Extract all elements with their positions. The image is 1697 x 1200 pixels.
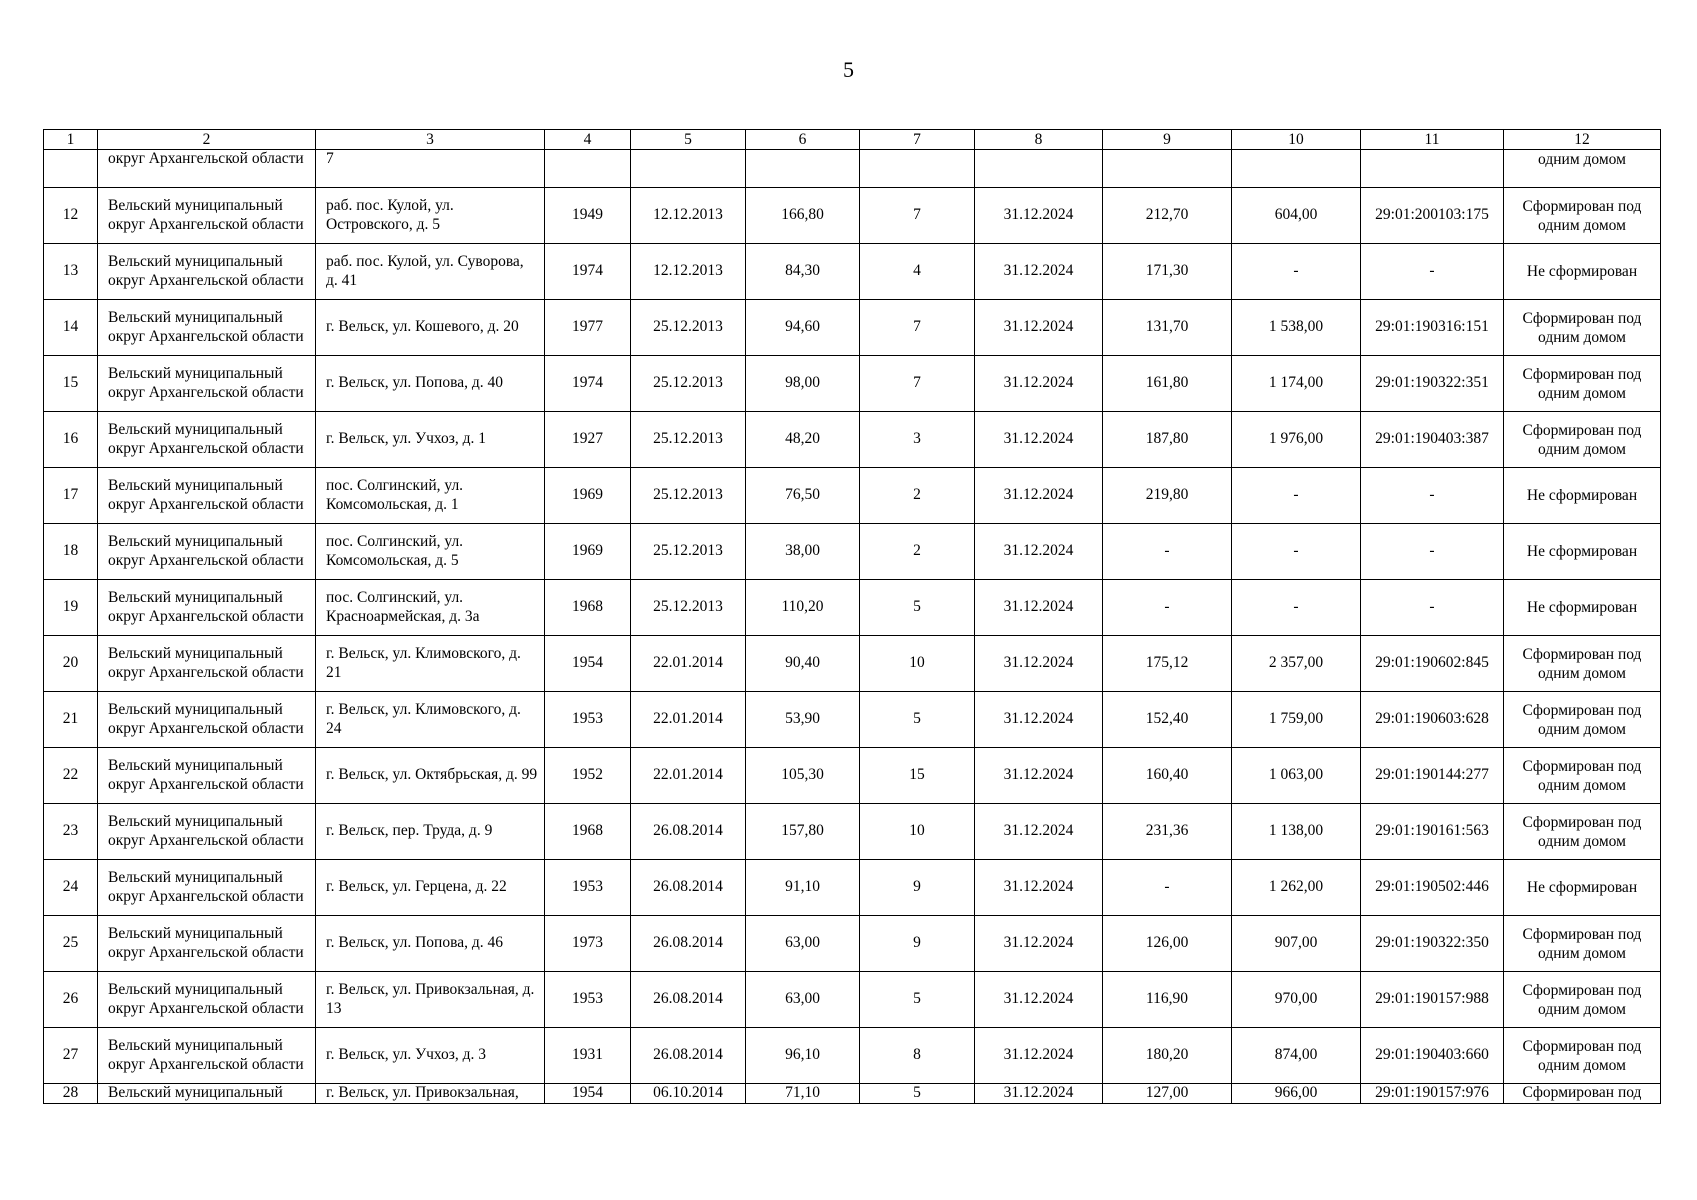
cell-status: Сформирован под одним домом xyxy=(1504,188,1661,244)
cell-date: 25.12.2013 xyxy=(631,468,746,524)
table-row xyxy=(44,188,1661,244)
column-header: 8 xyxy=(975,130,1103,150)
cell-status: Сформирован под одним домом xyxy=(1504,692,1661,748)
cell-number: 16 xyxy=(44,412,98,468)
cell-number: 22 xyxy=(44,748,98,804)
cell-status: Не сформирован xyxy=(1504,244,1661,300)
cell-owner: Вельский муниципальный округ Архангельской области xyxy=(98,524,316,580)
table-row xyxy=(44,636,1661,692)
cell-land: 907,00 xyxy=(1232,916,1361,972)
cell-owner: Вельский муниципальный округ Архангельской области xyxy=(98,916,316,972)
cell-cost: 116,90 xyxy=(1103,972,1232,1028)
cell-status: Сформирован под одним домом xyxy=(1504,300,1661,356)
cell-number: 13 xyxy=(44,244,98,300)
cell-area: 38,00 xyxy=(746,524,860,580)
cell-area: 76,50 xyxy=(746,468,860,524)
cell-deadline: 31.12.2024 xyxy=(975,580,1103,636)
column-header: 4 xyxy=(545,130,631,150)
cell-deadline: 31.12.2024 xyxy=(975,692,1103,748)
cell-cadastral: 29:01:190161:563 xyxy=(1361,804,1504,860)
cell-land: 2 357,00 xyxy=(1232,636,1361,692)
cell-owner: Вельский муниципальный округ Архангельской области xyxy=(98,692,316,748)
cell-deadline: 31.12.2024 xyxy=(975,524,1103,580)
cell-deadline: 31.12.2024 xyxy=(975,972,1103,1028)
cell-date: 25.12.2013 xyxy=(631,580,746,636)
page-number: 5 xyxy=(843,57,854,82)
cell-area: 84,30 xyxy=(746,244,860,300)
cell-cadastral: 29:01:190316:151 xyxy=(1361,300,1504,356)
cell-year: 1954 xyxy=(545,1084,631,1104)
cell-area: 166,80 xyxy=(746,188,860,244)
cell-cost: 187,80 xyxy=(1103,412,1232,468)
cell-cost: 127,00 xyxy=(1103,1084,1232,1104)
cell-residents: 7 xyxy=(860,300,975,356)
cell-area: 48,20 xyxy=(746,412,860,468)
cell-area: 96,10 xyxy=(746,1028,860,1084)
cell-year: 1969 xyxy=(545,524,631,580)
cell-deadline: 31.12.2024 xyxy=(975,860,1103,916)
column-header: 3 xyxy=(316,130,545,150)
cell-date: 25.12.2013 xyxy=(631,356,746,412)
cell-number: 18 xyxy=(44,524,98,580)
table-row xyxy=(44,972,1661,1028)
cell-status: одним домом xyxy=(1504,150,1661,188)
cell-land: - xyxy=(1232,244,1361,300)
cell-area: 94,60 xyxy=(746,300,860,356)
cell-date: 22.01.2014 xyxy=(631,748,746,804)
cell-status: Сформирован под одним домом xyxy=(1504,804,1661,860)
cell-owner: Вельский муниципальный округ Архангельской области xyxy=(98,972,316,1028)
column-header: 7 xyxy=(860,130,975,150)
column-header: 12 xyxy=(1504,130,1661,150)
cell-land: 970,00 xyxy=(1232,972,1361,1028)
cell-land: 1 063,00 xyxy=(1232,748,1361,804)
cell-date: 26.08.2014 xyxy=(631,916,746,972)
cell-cost: - xyxy=(1103,524,1232,580)
cell-owner: Вельский муниципальный округ Архангельской области xyxy=(98,300,316,356)
cell-residents: 5 xyxy=(860,1084,975,1104)
cell-status: Сформирован под одним домом xyxy=(1504,412,1661,468)
column-header: 11 xyxy=(1361,130,1504,150)
cell-year: 1973 xyxy=(545,916,631,972)
cell-land: 1 262,00 xyxy=(1232,860,1361,916)
cell-number: 21 xyxy=(44,692,98,748)
cell-land: - xyxy=(1232,468,1361,524)
cell-residents xyxy=(860,150,975,188)
cell-date: 25.12.2013 xyxy=(631,300,746,356)
cell-cadastral: 29:01:190157:988 xyxy=(1361,972,1504,1028)
table-row xyxy=(44,300,1661,356)
cell-cost: 219,80 xyxy=(1103,468,1232,524)
cell-number: 14 xyxy=(44,300,98,356)
cell-residents: 2 xyxy=(860,468,975,524)
cell-cadastral: - xyxy=(1361,468,1504,524)
cell-cost: 152,40 xyxy=(1103,692,1232,748)
table-row xyxy=(44,524,1661,580)
cell-cadastral: 29:01:190403:387 xyxy=(1361,412,1504,468)
cell-residents: 15 xyxy=(860,748,975,804)
cell-area: 63,00 xyxy=(746,916,860,972)
cell-year: 1953 xyxy=(545,692,631,748)
cell-deadline: 31.12.2024 xyxy=(975,1084,1103,1104)
cell-year: 1954 xyxy=(545,636,631,692)
cell-address: г. Вельск, ул. Учхоз, д. 3 xyxy=(316,1028,545,1084)
cell-address: г. Вельск, ул. Герцена, д. 22 xyxy=(316,860,545,916)
column-header: 1 xyxy=(44,130,98,150)
cell-land: 1 976,00 xyxy=(1232,412,1361,468)
cell-area: 98,00 xyxy=(746,356,860,412)
cell-residents: 5 xyxy=(860,580,975,636)
column-header: 5 xyxy=(631,130,746,150)
cell-area xyxy=(746,150,860,188)
cell-address: пос. Солгинский, ул. Комсомольская, д. 1 xyxy=(316,468,545,524)
cell-cost: 175,12 xyxy=(1103,636,1232,692)
cell-number: 23 xyxy=(44,804,98,860)
cell-address: 7 xyxy=(316,150,545,188)
cell-land: - xyxy=(1232,524,1361,580)
housing-register-table xyxy=(43,129,1661,1104)
cell-address: г. Вельск, ул. Климовского, д. 24 xyxy=(316,692,545,748)
table-row-partial xyxy=(44,1084,1661,1104)
cell-cost: - xyxy=(1103,580,1232,636)
cell-residents: 5 xyxy=(860,972,975,1028)
cell-cadastral: 29:01:200103:175 xyxy=(1361,188,1504,244)
cell-date: 06.10.2014 xyxy=(631,1084,746,1104)
cell-deadline: 31.12.2024 xyxy=(975,804,1103,860)
cell-address: г. Вельск, ул. Учхоз, д. 1 xyxy=(316,412,545,468)
cell-date: 22.01.2014 xyxy=(631,692,746,748)
table-row xyxy=(44,244,1661,300)
cell-area: 90,40 xyxy=(746,636,860,692)
cell-date: 26.08.2014 xyxy=(631,1028,746,1084)
cell-year: 1977 xyxy=(545,300,631,356)
cell-deadline: 31.12.2024 xyxy=(975,748,1103,804)
cell-cost xyxy=(1103,150,1232,188)
cell-number: 19 xyxy=(44,580,98,636)
cell-land: 874,00 xyxy=(1232,1028,1361,1084)
cell-cadastral xyxy=(1361,150,1504,188)
cell-area: 91,10 xyxy=(746,860,860,916)
cell-deadline: 31.12.2024 xyxy=(975,1028,1103,1084)
cell-date: 22.01.2014 xyxy=(631,636,746,692)
table-row xyxy=(44,356,1661,412)
cell-year: 1974 xyxy=(545,356,631,412)
cell-cost: 126,00 xyxy=(1103,916,1232,972)
cell-residents: 7 xyxy=(860,188,975,244)
cell-cost: 231,36 xyxy=(1103,804,1232,860)
table-row xyxy=(44,412,1661,468)
cell-year: 1931 xyxy=(545,1028,631,1084)
cell-number: 12 xyxy=(44,188,98,244)
cell-status: Сформирован под xyxy=(1504,1084,1661,1104)
cell-address: раб. пос. Кулой, ул. Островского, д. 5 xyxy=(316,188,545,244)
cell-residents: 5 xyxy=(860,692,975,748)
cell-address: г. Вельск, ул. Привокзальная, д. 13 xyxy=(316,972,545,1028)
cell-land: 1 538,00 xyxy=(1232,300,1361,356)
cell-owner: округ Архангельской области xyxy=(98,150,316,188)
cell-status: Сформирован под одним домом xyxy=(1504,636,1661,692)
cell-cadastral: - xyxy=(1361,524,1504,580)
cell-area: 157,80 xyxy=(746,804,860,860)
cell-number: 25 xyxy=(44,916,98,972)
cell-cadastral: 29:01:190322:351 xyxy=(1361,356,1504,412)
column-header: 2 xyxy=(98,130,316,150)
cell-status: Не сформирован xyxy=(1504,524,1661,580)
cell-residents: 9 xyxy=(860,860,975,916)
cell-cost: 160,40 xyxy=(1103,748,1232,804)
cell-cadastral: - xyxy=(1361,244,1504,300)
cell-address: г. Вельск, ул. Климовского, д. 21 xyxy=(316,636,545,692)
cell-year: 1968 xyxy=(545,804,631,860)
cell-status: Не сформирован xyxy=(1504,580,1661,636)
cell-owner: Вельский муниципальный округ Архангельской области xyxy=(98,636,316,692)
cell-residents: 10 xyxy=(860,636,975,692)
column-header: 9 xyxy=(1103,130,1232,150)
cell-address: раб. пос. Кулой, ул. Суворова, д. 41 xyxy=(316,244,545,300)
cell-address: г. Вельск, ул. Привокзальная, xyxy=(316,1084,545,1104)
cell-deadline: 31.12.2024 xyxy=(975,244,1103,300)
cell-owner: Вельский муниципальный округ Архангельской области xyxy=(98,580,316,636)
cell-owner: Вельский муниципальный округ Архангельской области xyxy=(98,1028,316,1084)
cell-year: 1968 xyxy=(545,580,631,636)
table-row xyxy=(44,916,1661,972)
cell-area: 105,30 xyxy=(746,748,860,804)
cell-land: - xyxy=(1232,580,1361,636)
column-header: 6 xyxy=(746,130,860,150)
cell-number: 26 xyxy=(44,972,98,1028)
table-row xyxy=(44,804,1661,860)
cell-cadastral: 29:01:190322:350 xyxy=(1361,916,1504,972)
cell-cadastral: 29:01:190502:446 xyxy=(1361,860,1504,916)
cell-number: 27 xyxy=(44,1028,98,1084)
cell-cost: - xyxy=(1103,860,1232,916)
cell-year xyxy=(545,150,631,188)
cell-owner: Вельский муниципальный округ Архангельской области xyxy=(98,244,316,300)
cell-status: Сформирован под одним домом xyxy=(1504,356,1661,412)
cell-cadastral: 29:01:190602:845 xyxy=(1361,636,1504,692)
cell-residents: 8 xyxy=(860,1028,975,1084)
cell-land xyxy=(1232,150,1361,188)
cell-cadastral: 29:01:190403:660 xyxy=(1361,1028,1504,1084)
cell-owner: Вельский муниципальный округ Архангельской области xyxy=(98,188,316,244)
cell-number: 28 xyxy=(44,1084,98,1104)
cell-date: 26.08.2014 xyxy=(631,804,746,860)
cell-year: 1953 xyxy=(545,972,631,1028)
cell-deadline: 31.12.2024 xyxy=(975,916,1103,972)
cell-number: 24 xyxy=(44,860,98,916)
table-row xyxy=(44,692,1661,748)
cell-year: 1949 xyxy=(545,188,631,244)
cell-deadline: 31.12.2024 xyxy=(975,188,1103,244)
table-row xyxy=(44,468,1661,524)
cell-number: 20 xyxy=(44,636,98,692)
cell-cadastral: 29:01:190157:976 xyxy=(1361,1084,1504,1104)
cell-number: 17 xyxy=(44,468,98,524)
cell-cost: 180,20 xyxy=(1103,1028,1232,1084)
cell-address: г. Вельск, ул. Попова, д. 40 xyxy=(316,356,545,412)
cell-owner: Вельский муниципальный округ Архангельской области xyxy=(98,748,316,804)
cell-owner: Вельский муниципальный округ Архангельской области xyxy=(98,860,316,916)
cell-year: 1969 xyxy=(545,468,631,524)
table-row xyxy=(44,1028,1661,1084)
cell-address: пос. Солгинский, ул. Комсомольская, д. 5 xyxy=(316,524,545,580)
cell-owner: Вельский муниципальный округ Архангельской области xyxy=(98,412,316,468)
cell-deadline: 31.12.2024 xyxy=(975,356,1103,412)
cell-area: 71,10 xyxy=(746,1084,860,1104)
cell-status: Не сформирован xyxy=(1504,860,1661,916)
cell-residents: 2 xyxy=(860,524,975,580)
cell-status: Сформирован под одним домом xyxy=(1504,748,1661,804)
cell-date: 25.12.2013 xyxy=(631,524,746,580)
cell-address: пос. Солгинский, ул. Красноармейская, д. 3а xyxy=(316,580,545,636)
cell-address: г. Вельск, пер. Труда, д. 9 xyxy=(316,804,545,860)
cell-cost: 161,80 xyxy=(1103,356,1232,412)
cell-cost: 212,70 xyxy=(1103,188,1232,244)
cell-address: г. Вельск, ул. Кошевого, д. 20 xyxy=(316,300,545,356)
cell-area: 110,20 xyxy=(746,580,860,636)
cell-land: 1 138,00 xyxy=(1232,804,1361,860)
cell-cadastral: - xyxy=(1361,580,1504,636)
cell-deadline: 31.12.2024 xyxy=(975,636,1103,692)
cell-residents: 10 xyxy=(860,804,975,860)
cell-land: 1 174,00 xyxy=(1232,356,1361,412)
cell-area: 63,00 xyxy=(746,972,860,1028)
cell-address: г. Вельск, ул. Октябрьская, д. 99 xyxy=(316,748,545,804)
cell-land: 966,00 xyxy=(1232,1084,1361,1104)
cell-deadline xyxy=(975,150,1103,188)
cell-year: 1953 xyxy=(545,860,631,916)
cell-date xyxy=(631,150,746,188)
column-number-row xyxy=(44,130,1661,150)
cell-land: 604,00 xyxy=(1232,188,1361,244)
cell-residents: 9 xyxy=(860,916,975,972)
cell-number xyxy=(44,150,98,188)
cell-deadline: 31.12.2024 xyxy=(975,468,1103,524)
cell-deadline: 31.12.2024 xyxy=(975,412,1103,468)
cell-date: 12.12.2013 xyxy=(631,244,746,300)
cell-date: 12.12.2013 xyxy=(631,188,746,244)
cell-date: 25.12.2013 xyxy=(631,412,746,468)
cell-owner: Вельский муниципальный округ Архангельской области xyxy=(98,468,316,524)
cell-date: 26.08.2014 xyxy=(631,972,746,1028)
cell-residents: 4 xyxy=(860,244,975,300)
table-row xyxy=(44,748,1661,804)
cell-residents: 3 xyxy=(860,412,975,468)
cell-cost: 171,30 xyxy=(1103,244,1232,300)
cell-address: г. Вельск, ул. Попова, д. 46 xyxy=(316,916,545,972)
table-row xyxy=(44,580,1661,636)
cell-status: Сформирован под одним домом xyxy=(1504,916,1661,972)
cell-cadastral: 29:01:190144:277 xyxy=(1361,748,1504,804)
cell-date: 26.08.2014 xyxy=(631,860,746,916)
cell-owner: Вельский муниципальный округ Архангельской области xyxy=(98,356,316,412)
cell-owner: Вельский муниципальный округ Архангельской области xyxy=(98,804,316,860)
cell-owner: Вельский муниципальный xyxy=(98,1084,316,1104)
cell-residents: 7 xyxy=(860,356,975,412)
cell-area: 53,90 xyxy=(746,692,860,748)
cell-year: 1974 xyxy=(545,244,631,300)
cell-year: 1952 xyxy=(545,748,631,804)
cell-number: 15 xyxy=(44,356,98,412)
cell-cadastral: 29:01:190603:628 xyxy=(1361,692,1504,748)
continuation-row xyxy=(44,150,1661,188)
cell-year: 1927 xyxy=(545,412,631,468)
cell-status: Сформирован под одним домом xyxy=(1504,972,1661,1028)
cell-land: 1 759,00 xyxy=(1232,692,1361,748)
cell-status: Не сформирован xyxy=(1504,468,1661,524)
cell-status: Сформирован под одним домом xyxy=(1504,1028,1661,1084)
cell-deadline: 31.12.2024 xyxy=(975,300,1103,356)
column-header: 10 xyxy=(1232,130,1361,150)
cell-cost: 131,70 xyxy=(1103,300,1232,356)
table-row xyxy=(44,860,1661,916)
